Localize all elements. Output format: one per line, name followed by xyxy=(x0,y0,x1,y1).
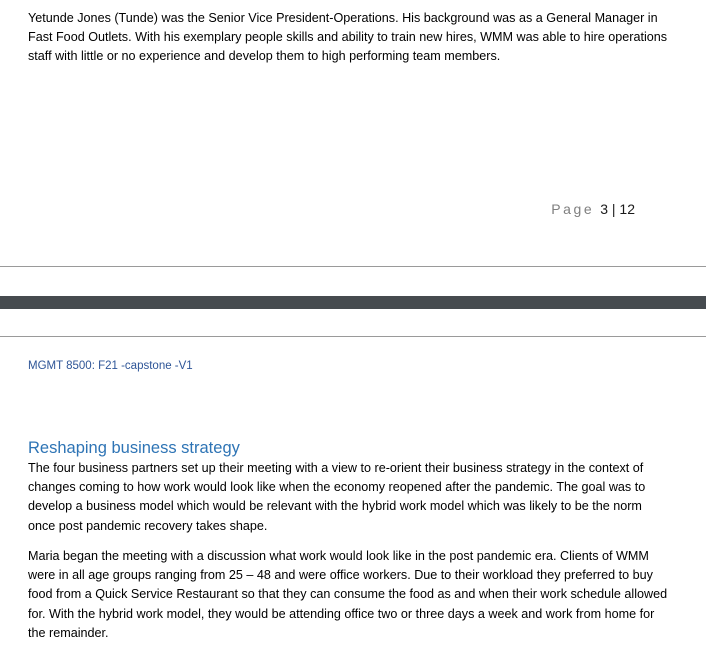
body-paragraph: Maria began the meeting with a discussion what work would look like in the post pandemic era. Clients of WMM were in all age groups ranging from 25 – 48 and were office workers. Due to their workload they preferred to buy food from a Quick Service Restaurant so that they can consume the food as and when their work schedule allowed for. With the hybrid work model, they would be attending office two or three days a week and work from home for the remainder. xyxy=(28,549,668,640)
section-heading: Reshaping business strategy xyxy=(28,439,240,457)
document-header: MGMT 8500: F21 -capstone -V1 xyxy=(28,360,193,372)
page-top-edge xyxy=(0,336,706,337)
body-paragraph: The four business partners set up their meeting with a view to re-orient their business strategy in the context of changes coming to how work would look like when the economy reopened after the pandemic. The goal was to develop a business model which would be relevant with the hybrid work model which was likely to be the norm once post pandemic recovery takes shape. xyxy=(28,461,646,533)
page-number xyxy=(551,199,635,219)
page-label: Page xyxy=(551,201,595,217)
page3-paragraph: Yetunde Jones (Tunde) was the Senior Vice President-Operations. His background was as a General Manager in Fast Food Outlets. With his exemplary people skills and ability to train new hires, WMM was able to hire operations staff with little or no experience and develop them to high performing team members. xyxy=(28,11,668,64)
page-count: 3 | 12 xyxy=(600,201,635,217)
page-separator-bar xyxy=(0,296,706,309)
page-gap xyxy=(0,267,706,296)
